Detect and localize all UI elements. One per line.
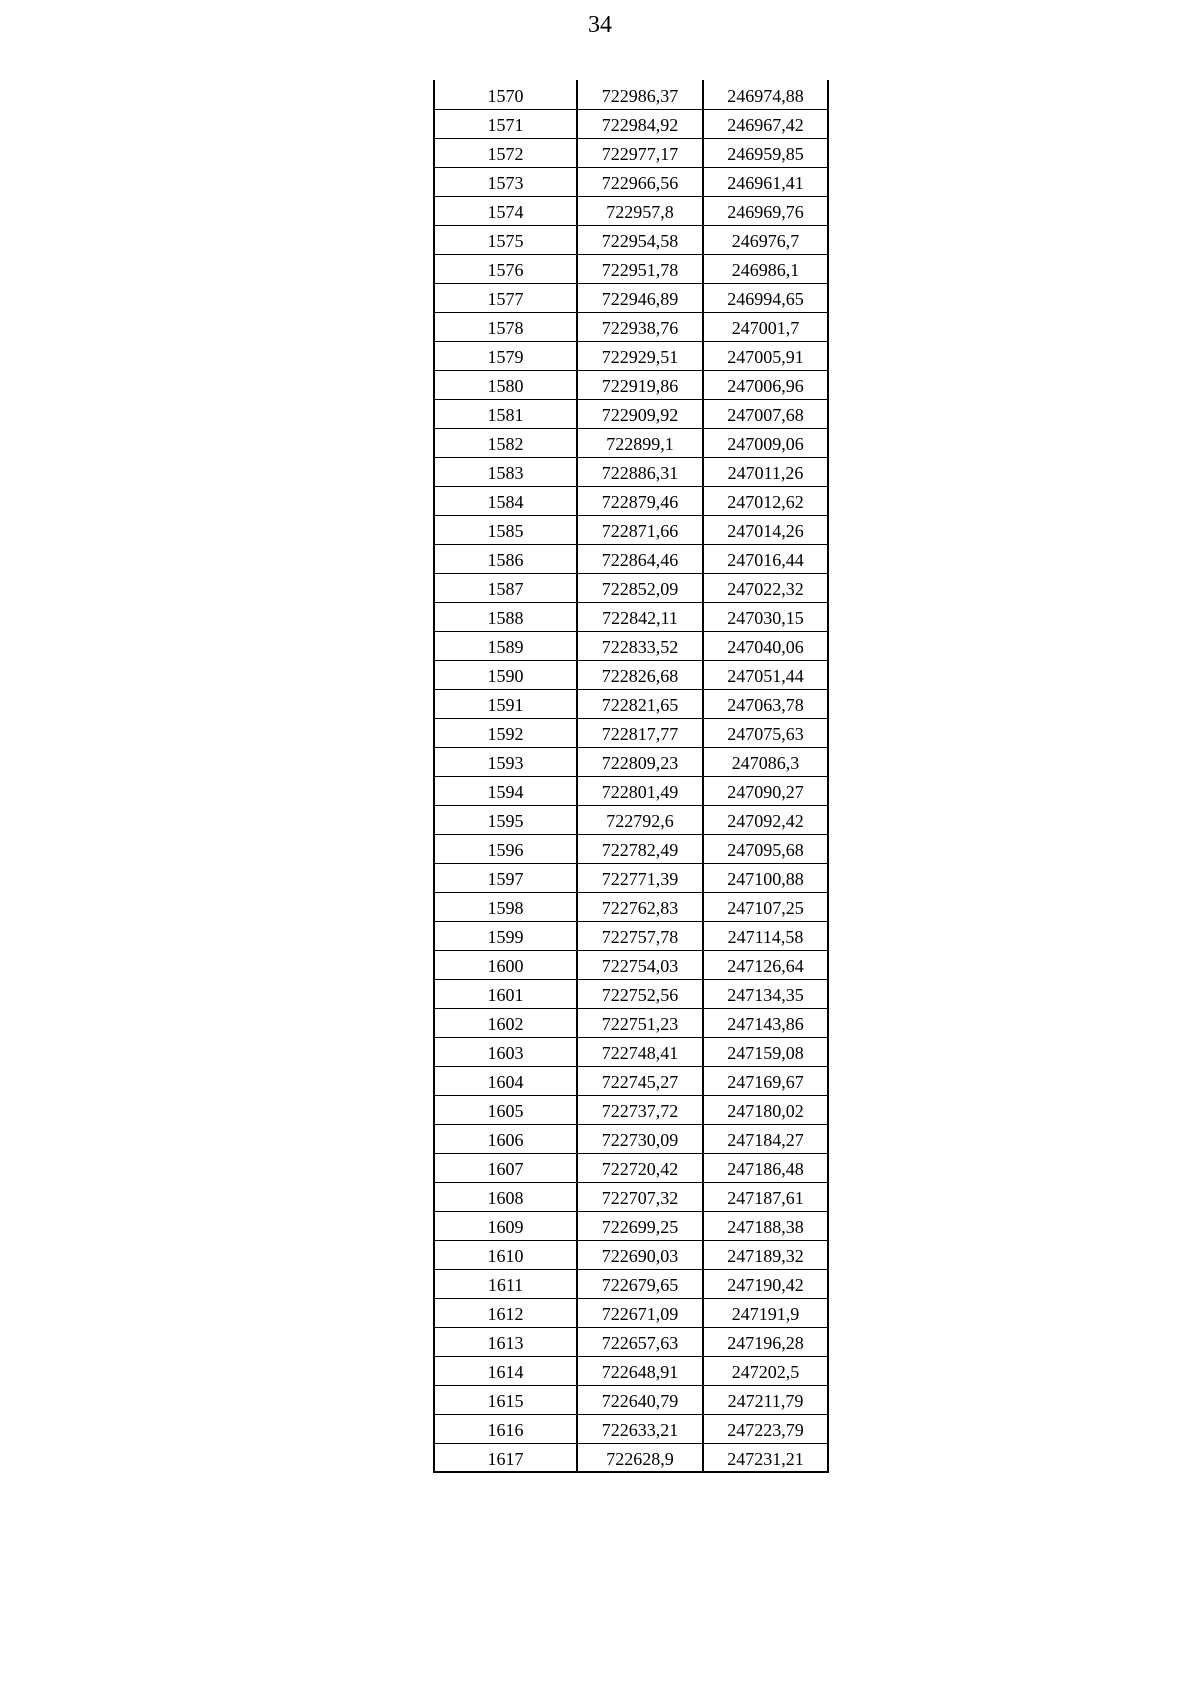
table-row (434, 892, 828, 921)
y-coordinate-cell: 247009,06 (703, 428, 828, 457)
point-number-cell: 1576 (434, 254, 577, 283)
table-row (434, 283, 828, 312)
table-row (434, 979, 828, 1008)
point-number-cell: 1594 (434, 776, 577, 805)
table-row (434, 950, 828, 979)
x-coordinate-cell: 722977,17 (577, 138, 703, 167)
x-coordinate-cell: 722748,41 (577, 1037, 703, 1066)
point-number-cell: 1616 (434, 1414, 577, 1443)
table-row (434, 1095, 828, 1124)
x-coordinate-cell: 722879,46 (577, 486, 703, 515)
point-number-cell: 1590 (434, 660, 577, 689)
table-row (434, 1182, 828, 1211)
x-coordinate-cell: 722852,09 (577, 573, 703, 602)
table-row (434, 1037, 828, 1066)
x-coordinate-cell: 722826,68 (577, 660, 703, 689)
point-number-cell: 1584 (434, 486, 577, 515)
point-number-cell: 1592 (434, 718, 577, 747)
point-number-cell: 1605 (434, 1095, 577, 1124)
y-coordinate-cell: 247169,67 (703, 1066, 828, 1095)
y-coordinate-cell: 247143,86 (703, 1008, 828, 1037)
x-coordinate-cell: 722929,51 (577, 341, 703, 370)
x-coordinate-cell: 722628,9 (577, 1443, 703, 1472)
y-coordinate-cell: 247114,58 (703, 921, 828, 950)
y-coordinate-cell: 247180,02 (703, 1095, 828, 1124)
table-row (434, 1269, 828, 1298)
y-coordinate-cell: 247022,32 (703, 573, 828, 602)
y-coordinate-cell: 247196,28 (703, 1327, 828, 1356)
point-number-cell: 1604 (434, 1066, 577, 1095)
table-row (434, 1443, 828, 1472)
table-row (434, 486, 828, 515)
point-number-cell: 1611 (434, 1269, 577, 1298)
table-row (434, 747, 828, 776)
y-coordinate-cell: 247100,88 (703, 863, 828, 892)
x-coordinate-cell: 722817,77 (577, 718, 703, 747)
x-coordinate-cell: 722752,56 (577, 979, 703, 1008)
x-coordinate-cell: 722957,8 (577, 196, 703, 225)
y-coordinate-cell: 246969,76 (703, 196, 828, 225)
coordinates-table-body (434, 80, 828, 1472)
table-row (434, 689, 828, 718)
table-row (434, 805, 828, 834)
table-row (434, 776, 828, 805)
table-row (434, 515, 828, 544)
table-row (434, 1356, 828, 1385)
table-row (434, 370, 828, 399)
point-number-cell: 1614 (434, 1356, 577, 1385)
point-number-cell: 1582 (434, 428, 577, 457)
x-coordinate-cell: 722946,89 (577, 283, 703, 312)
x-coordinate-cell: 722864,46 (577, 544, 703, 573)
table-row (434, 1153, 828, 1182)
y-coordinate-cell: 247184,27 (703, 1124, 828, 1153)
x-coordinate-cell: 722690,03 (577, 1240, 703, 1269)
y-coordinate-cell: 247014,26 (703, 515, 828, 544)
table-row (434, 167, 828, 196)
point-number-cell: 1598 (434, 892, 577, 921)
y-coordinate-cell: 247107,25 (703, 892, 828, 921)
x-coordinate-cell: 722966,56 (577, 167, 703, 196)
point-number-cell: 1600 (434, 950, 577, 979)
y-coordinate-cell: 247186,48 (703, 1153, 828, 1182)
point-number-cell: 1610 (434, 1240, 577, 1269)
x-coordinate-cell: 722801,49 (577, 776, 703, 805)
table-row (434, 631, 828, 660)
x-coordinate-cell: 722757,78 (577, 921, 703, 950)
table-row (434, 138, 828, 167)
x-coordinate-cell: 722938,76 (577, 312, 703, 341)
coordinates-table (433, 80, 829, 1473)
point-number-cell: 1570 (434, 80, 577, 109)
y-coordinate-cell: 246986,1 (703, 254, 828, 283)
x-coordinate-cell: 722833,52 (577, 631, 703, 660)
x-coordinate-cell: 722657,63 (577, 1327, 703, 1356)
y-coordinate-cell: 247211,79 (703, 1385, 828, 1414)
y-coordinate-cell: 247190,42 (703, 1269, 828, 1298)
table-row (434, 1124, 828, 1153)
x-coordinate-cell: 722871,66 (577, 515, 703, 544)
x-coordinate-cell: 722984,92 (577, 109, 703, 138)
x-coordinate-cell: 722821,65 (577, 689, 703, 718)
x-coordinate-cell: 722809,23 (577, 747, 703, 776)
x-coordinate-cell: 722954,58 (577, 225, 703, 254)
y-coordinate-cell: 247191,9 (703, 1298, 828, 1327)
point-number-cell: 1595 (434, 805, 577, 834)
x-coordinate-cell: 722633,21 (577, 1414, 703, 1443)
point-number-cell: 1597 (434, 863, 577, 892)
table-row (434, 196, 828, 225)
x-coordinate-cell: 722751,23 (577, 1008, 703, 1037)
y-coordinate-cell: 247189,32 (703, 1240, 828, 1269)
y-coordinate-cell: 247187,61 (703, 1182, 828, 1211)
point-number-cell: 1591 (434, 689, 577, 718)
y-coordinate-cell: 247001,7 (703, 312, 828, 341)
point-number-cell: 1572 (434, 138, 577, 167)
y-coordinate-cell: 247134,35 (703, 979, 828, 1008)
table-row (434, 80, 828, 109)
table-row (434, 1211, 828, 1240)
y-coordinate-cell: 247086,3 (703, 747, 828, 776)
point-number-cell: 1587 (434, 573, 577, 602)
point-number-cell: 1574 (434, 196, 577, 225)
x-coordinate-cell: 722737,72 (577, 1095, 703, 1124)
y-coordinate-cell: 246959,85 (703, 138, 828, 167)
point-number-cell: 1615 (434, 1385, 577, 1414)
y-coordinate-cell: 247005,91 (703, 341, 828, 370)
table-row (434, 1414, 828, 1443)
x-coordinate-cell: 722886,31 (577, 457, 703, 486)
y-coordinate-cell: 247090,27 (703, 776, 828, 805)
point-number-cell: 1575 (434, 225, 577, 254)
y-coordinate-cell: 246961,41 (703, 167, 828, 196)
table-row (434, 834, 828, 863)
x-coordinate-cell: 722745,27 (577, 1066, 703, 1095)
point-number-cell: 1613 (434, 1327, 577, 1356)
x-coordinate-cell: 722720,42 (577, 1153, 703, 1182)
y-coordinate-cell: 247030,15 (703, 602, 828, 631)
y-coordinate-cell: 246974,88 (703, 80, 828, 109)
table-row (434, 573, 828, 602)
y-coordinate-cell: 247016,44 (703, 544, 828, 573)
x-coordinate-cell: 722842,11 (577, 602, 703, 631)
x-coordinate-cell: 722919,86 (577, 370, 703, 399)
table-row (434, 312, 828, 341)
table-row (434, 1385, 828, 1414)
point-number-cell: 1580 (434, 370, 577, 399)
table-row (434, 1298, 828, 1327)
point-number-cell: 1603 (434, 1037, 577, 1066)
table-row (434, 399, 828, 428)
table-row (434, 660, 828, 689)
x-coordinate-cell: 722679,65 (577, 1269, 703, 1298)
point-number-cell: 1586 (434, 544, 577, 573)
table-row (434, 225, 828, 254)
y-coordinate-cell: 247188,38 (703, 1211, 828, 1240)
point-number-cell: 1573 (434, 167, 577, 196)
point-number-cell: 1577 (434, 283, 577, 312)
table-row (434, 863, 828, 892)
y-coordinate-cell: 247063,78 (703, 689, 828, 718)
y-coordinate-cell: 247040,06 (703, 631, 828, 660)
y-coordinate-cell: 247075,63 (703, 718, 828, 747)
table-row (434, 544, 828, 573)
table-row (434, 718, 828, 747)
x-coordinate-cell: 722792,6 (577, 805, 703, 834)
x-coordinate-cell: 722707,32 (577, 1182, 703, 1211)
point-number-cell: 1606 (434, 1124, 577, 1153)
x-coordinate-cell: 722730,09 (577, 1124, 703, 1153)
point-number-cell: 1585 (434, 515, 577, 544)
table-row (434, 457, 828, 486)
table-row (434, 341, 828, 370)
table-row (434, 921, 828, 950)
table-row (434, 1240, 828, 1269)
table-row (434, 1327, 828, 1356)
x-coordinate-cell: 722951,78 (577, 254, 703, 283)
y-coordinate-cell: 247092,42 (703, 805, 828, 834)
point-number-cell: 1607 (434, 1153, 577, 1182)
table-row (434, 254, 828, 283)
y-coordinate-cell: 247012,62 (703, 486, 828, 515)
x-coordinate-cell: 722762,83 (577, 892, 703, 921)
y-coordinate-cell: 247007,68 (703, 399, 828, 428)
point-number-cell: 1601 (434, 979, 577, 1008)
table-row (434, 602, 828, 631)
table-row (434, 428, 828, 457)
point-number-cell: 1599 (434, 921, 577, 950)
point-number-cell: 1588 (434, 602, 577, 631)
y-coordinate-cell: 246967,42 (703, 109, 828, 138)
y-coordinate-cell: 247095,68 (703, 834, 828, 863)
point-number-cell: 1589 (434, 631, 577, 660)
point-number-cell: 1602 (434, 1008, 577, 1037)
y-coordinate-cell: 247051,44 (703, 660, 828, 689)
point-number-cell: 1578 (434, 312, 577, 341)
x-coordinate-cell: 722782,49 (577, 834, 703, 863)
point-number-cell: 1609 (434, 1211, 577, 1240)
y-coordinate-cell: 247223,79 (703, 1414, 828, 1443)
point-number-cell: 1581 (434, 399, 577, 428)
x-coordinate-cell: 722986,37 (577, 80, 703, 109)
page-number: 34 (588, 12, 612, 38)
y-coordinate-cell: 247231,21 (703, 1443, 828, 1472)
point-number-cell: 1593 (434, 747, 577, 776)
point-number-cell: 1617 (434, 1443, 577, 1472)
y-coordinate-cell: 247011,26 (703, 457, 828, 486)
x-coordinate-cell: 722909,92 (577, 399, 703, 428)
table-row (434, 109, 828, 138)
x-coordinate-cell: 722640,79 (577, 1385, 703, 1414)
y-coordinate-cell: 247159,08 (703, 1037, 828, 1066)
x-coordinate-cell: 722771,39 (577, 863, 703, 892)
x-coordinate-cell: 722899,1 (577, 428, 703, 457)
x-coordinate-cell: 722754,03 (577, 950, 703, 979)
point-number-cell: 1571 (434, 109, 577, 138)
y-coordinate-cell: 246976,7 (703, 225, 828, 254)
table-row (434, 1066, 828, 1095)
point-number-cell: 1596 (434, 834, 577, 863)
x-coordinate-cell: 722699,25 (577, 1211, 703, 1240)
point-number-cell: 1579 (434, 341, 577, 370)
x-coordinate-cell: 722671,09 (577, 1298, 703, 1327)
point-number-cell: 1608 (434, 1182, 577, 1211)
y-coordinate-cell: 246994,65 (703, 283, 828, 312)
y-coordinate-cell: 247126,64 (703, 950, 828, 979)
x-coordinate-cell: 722648,91 (577, 1356, 703, 1385)
y-coordinate-cell: 247202,5 (703, 1356, 828, 1385)
table-row (434, 1008, 828, 1037)
point-number-cell: 1583 (434, 457, 577, 486)
y-coordinate-cell: 247006,96 (703, 370, 828, 399)
point-number-cell: 1612 (434, 1298, 577, 1327)
